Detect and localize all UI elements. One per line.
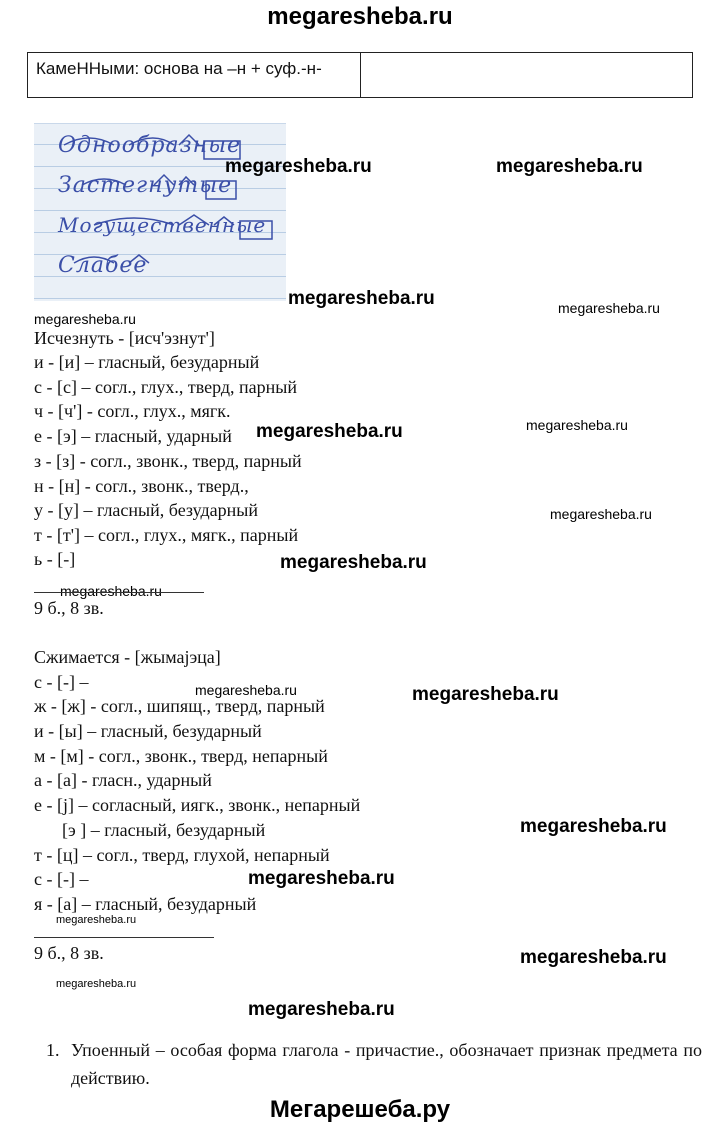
watermark: megaresheba.ru (256, 421, 403, 442)
watermark: megaresheba.ru (520, 947, 667, 968)
analysis1-row: е - [э] – гласный, ударный (34, 426, 232, 446)
handwritten-word-3: Могущественные (58, 213, 267, 237)
analysis1-summary: 9 б., 8 зв. (34, 598, 104, 618)
morphemic-table (27, 52, 693, 98)
analysis1-row: и - [и] – гласный, безударный (34, 352, 260, 372)
site-header: megaresheba.ru (267, 3, 453, 30)
analysis1-row: у - [у] – гласный, безударный (34, 500, 259, 520)
watermark: megaresheba.ru (225, 156, 372, 177)
analysis2-row: и - [ы] – гласный, безударный (34, 721, 262, 741)
table-cell-empty (361, 53, 692, 97)
analysis2-row: е - [j] – согласный, иягк., звонк., непарный (34, 795, 361, 815)
watermark: megaresheba.ru (248, 868, 395, 889)
analysis1-row: т - [т'] – согл., глух., мягк., парный (34, 525, 299, 545)
watermark: megaresheba.ru (288, 288, 435, 309)
analysis1-row: ь - [-] (34, 549, 76, 569)
analysis2-row: [э ] – гласный, безударный (62, 820, 266, 840)
watermark: megaresheba.ru (550, 506, 652, 522)
analysis1-row: ч - [ч'] - согл., глух., мягк. (34, 401, 231, 421)
watermark: megaresheba.ru (520, 816, 667, 837)
handwritten-word-2: Застегнутые (58, 173, 233, 198)
watermark: megaresheba.ru (248, 999, 395, 1020)
watermark: megaresheba.ru (56, 914, 137, 926)
handwriting-photo (34, 123, 286, 301)
watermark: megaresheba.ru (56, 978, 137, 990)
watermark: megaresheba.ru (558, 300, 660, 316)
analysis1-row: з - [з] - согл., звонк., тверд, парный (34, 451, 302, 471)
analysis2-summary: 9 б., 8 зв. (34, 943, 104, 963)
analysis2-row: ж - [ж] - согл., шипящ., тверд, парный (34, 696, 325, 716)
analysis2-title: Сжимается - [жымајэца] (34, 647, 221, 667)
analysis2-row: с - [-] – (34, 869, 89, 889)
handwritten-word-4: Слабее (58, 253, 148, 278)
watermark: megaresheba.ru (526, 417, 628, 433)
divider (34, 937, 214, 938)
watermark: megaresheba.ru (280, 552, 427, 573)
site-footer: Мегарешеба.ру (269, 1096, 451, 1123)
watermark: megaresheba.ru (195, 682, 297, 698)
divider (34, 592, 204, 593)
analysis2-row: м - [м] - согл., звонк., тверд, непарный (34, 746, 328, 766)
watermark: megaresheba.ru (60, 583, 162, 599)
watermark: megaresheba.ru (34, 311, 136, 327)
table-cell-analysis: КамеННыми: основа на –н + суф.-н- (28, 53, 361, 97)
handwritten-word-1: Однообразные (58, 133, 242, 158)
watermark: megaresheba.ru (496, 156, 643, 177)
analysis1-title: Исчезнуть - [исч'эзнут'] (34, 328, 215, 348)
analysis2-row: я - [а] – гласный, безударный (34, 894, 257, 914)
analysis2-row: т - [ц] – согл., тверд, глухой, непарный (34, 845, 330, 865)
watermark: megaresheba.ru (412, 684, 559, 705)
list-item-number: 1. (46, 1040, 60, 1060)
analysis1-row: с - [с] – согл., глух., тверд, парный (34, 377, 298, 397)
list-item-text: Упоенный – особая форма глагола - причастие., обозначает признак предмета по действию. (71, 1040, 702, 1088)
analysis2-row: а - [а] - гласн., ударный (34, 770, 212, 790)
analysis1-row: н - [н] - согл., звонк., тверд., (34, 476, 249, 496)
analysis2-row: с - [-] – (34, 672, 89, 692)
